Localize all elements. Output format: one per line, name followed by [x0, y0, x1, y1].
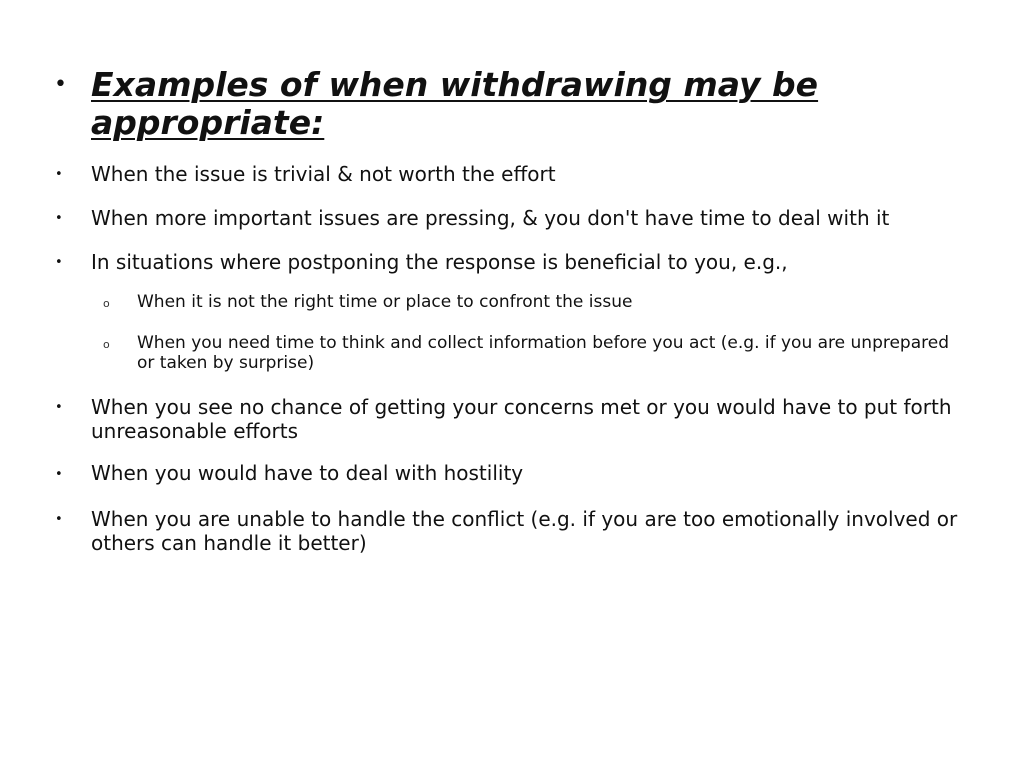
list-item: When you see no chance of getting your concerns met or you would have to put forth unreasonable efforts — [91, 395, 952, 443]
list-item: When you would have to deal with hostility — [91, 461, 524, 485]
bullet-marker: • — [55, 167, 63, 182]
list-item: When the issue is trivial & not worth the effort — [91, 162, 556, 186]
sub-list-item: When it is not the right time or place to confront the issue — [137, 292, 633, 312]
bullet-marker: • — [55, 211, 63, 226]
bullet-marker: • — [55, 512, 63, 527]
list-item: When more important issues are pressing, & you don't have time to deal with it — [91, 206, 890, 230]
sub-bullet-marker: o — [103, 297, 110, 310]
bullet-marker: • — [55, 255, 63, 270]
heading-bullet-marker: • — [54, 72, 67, 97]
sub-bullet-marker: o — [103, 338, 110, 351]
slide-heading: Examples of when withdrawing may be appropriate: — [91, 65, 819, 142]
list-item: In situations where postponing the response is beneficial to you, e.g., — [91, 250, 788, 274]
bullet-marker: • — [55, 467, 63, 482]
list-item: When you are unable to handle the conflict (e.g. if you are too emotionally involved or others can handle it better) — [91, 507, 958, 555]
bullet-marker: • — [55, 400, 63, 415]
sub-list-item: When you need time to think and collect information before you act (e.g. if you are unprepared or taken by surprise) — [137, 333, 950, 373]
